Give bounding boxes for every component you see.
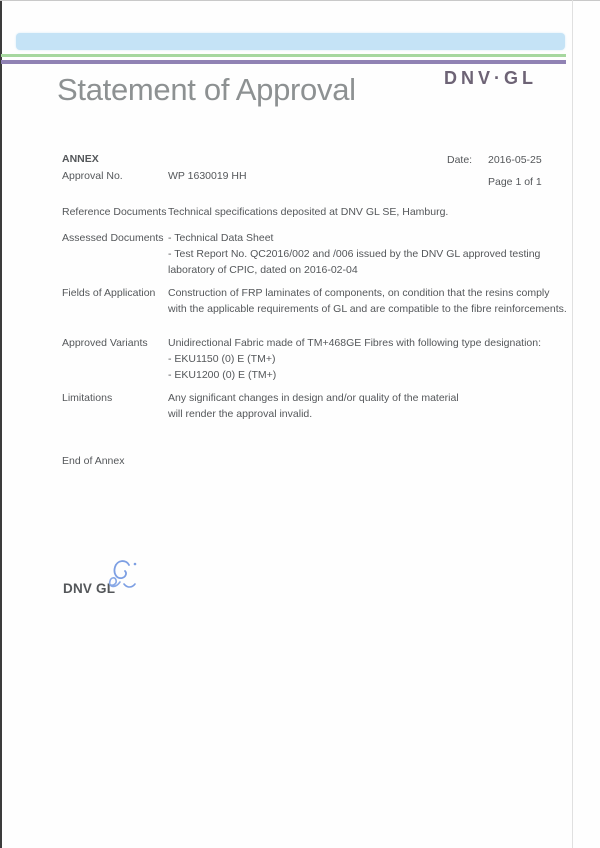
section-value [168,335,541,383]
section-line: - EKU1200 (0) E (TM+) [168,369,277,381]
annex-label: ANNEX [62,153,99,165]
scan-edge-top [0,0,600,1]
page-number: Page 1 of 1 [488,176,542,188]
company-name: DNV GL [63,581,116,596]
section-value [168,230,540,278]
header-band-green [1,54,566,57]
page-title: Statement of Approval [57,72,356,107]
date-value: 2016-05-25 [488,154,542,166]
signature-initials-icon [102,555,146,601]
section-line: - EKU1150 (0) E (TM+) [168,353,276,365]
section-line: with the applicable requirements of GL and are compatible to the fibre reinforcements. [168,303,567,315]
section-line: Any significant changes in design and/or quality of the material [168,392,459,404]
section-value [168,285,567,317]
section-line: laboratory of CPIC, dated on 2016-02-04 [168,264,358,276]
section-label: Fields of Application [62,287,156,299]
end-of-annex-label: End of Annex [62,455,125,467]
header-band-purple [1,60,566,64]
dnv-gl-logo: DNV·GL [444,68,537,88]
date-label: Date: [447,154,473,166]
scan-edge-left [0,0,2,848]
section-line: - Test Report No. QC2016/002 and /006 issued by the DNV GL approved testing [168,248,541,260]
approval-no-label: Approval No. [62,170,123,182]
header-band-blue [16,33,565,50]
section-line: Technical specifications deposited at DNV GL SE, Hamburg. [168,206,449,218]
approval-no-value: WP 1630019 HH [168,170,247,182]
section-line: will render the approval invalid. [168,408,313,420]
section-label: Assessed Documents [62,232,164,244]
section-line: Unidirectional Fabric made of TM+468GE Fibres with following type designation: [168,337,542,349]
section-label: Limitations [62,392,113,404]
section-line: Construction of FRP laminates of components, on condition that the resins comply [168,287,550,299]
section-value [168,390,459,422]
section-label: Approved Variants [62,337,148,349]
section-line: - Technical Data Sheet [168,232,274,244]
page-edge-right [572,0,573,848]
section-value [168,204,448,220]
section-label: Reference Documents [62,206,167,218]
